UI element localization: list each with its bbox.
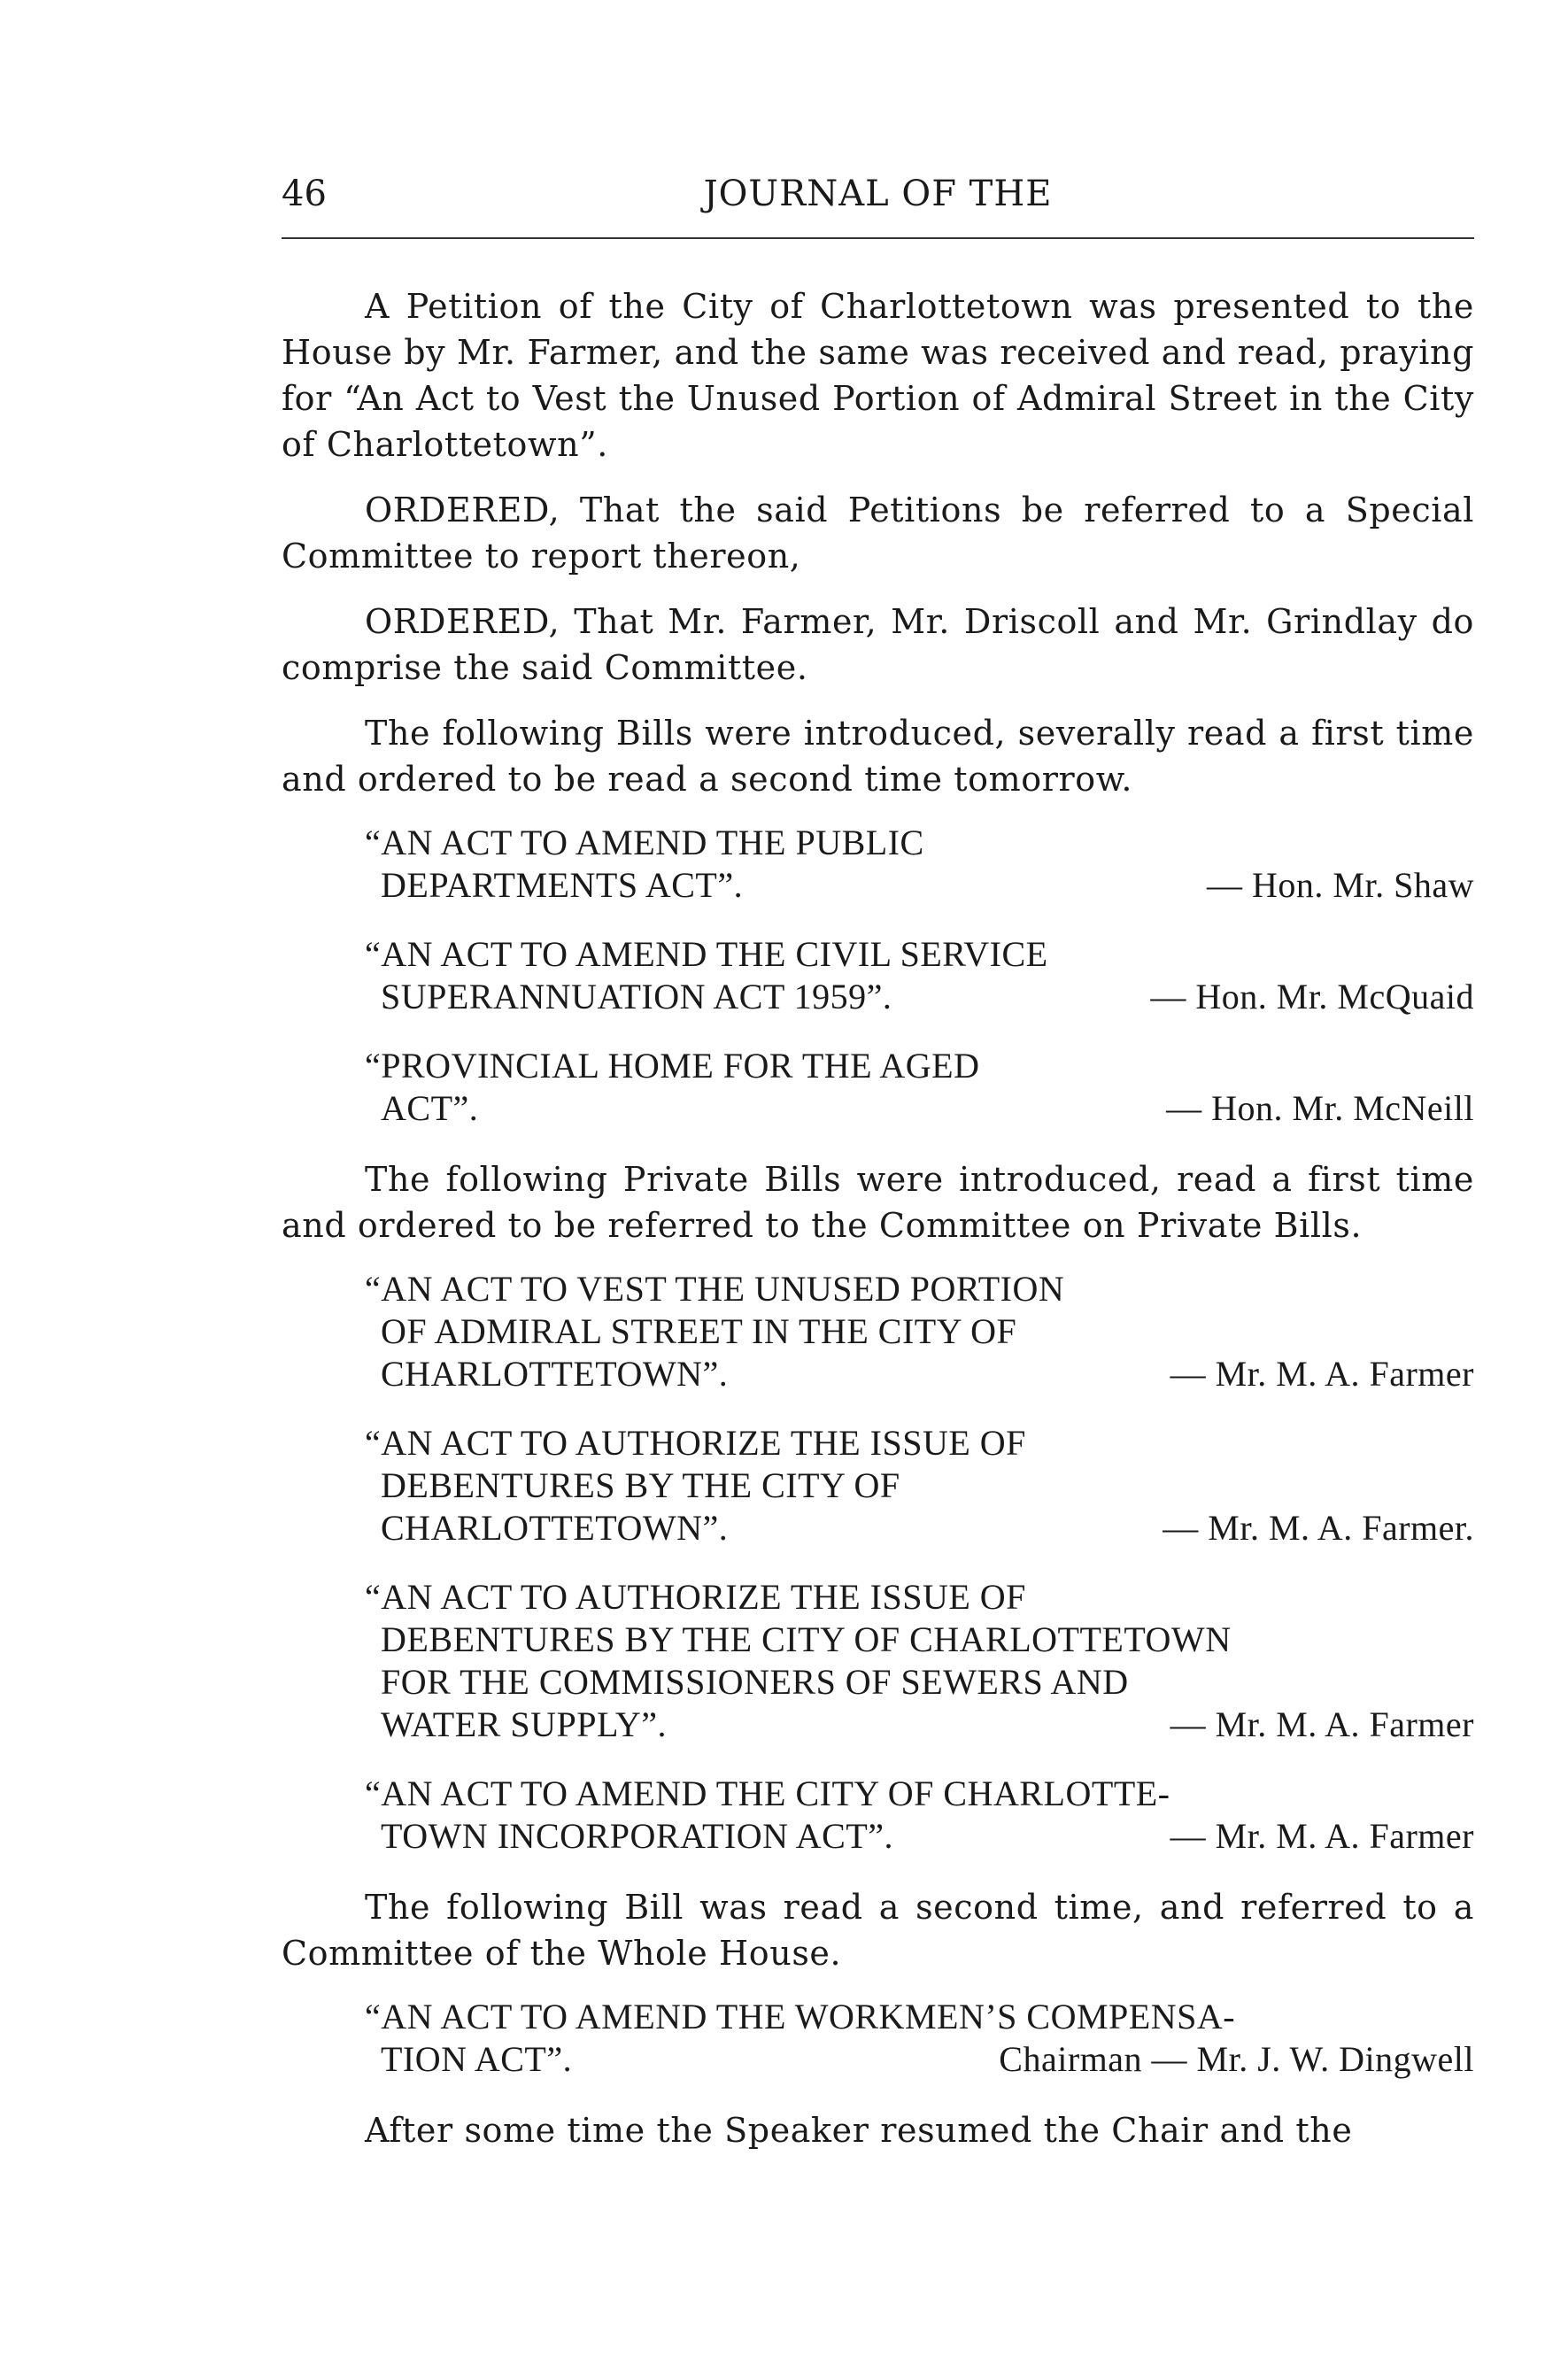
bill-sponsor: — Hon. Mr. McQuaid — [1150, 977, 1474, 1016]
journal-body — [282, 283, 1474, 2173]
bill-sponsor: — Mr. M. A. Farmer — [1170, 1704, 1474, 1744]
bill-sponsor: — Mr. M. A. Farmer — [1170, 1816, 1474, 1856]
page-header — [282, 174, 1474, 236]
bill-workmens-compensation — [365, 1996, 1474, 2081]
bill-title-line: DEBENTURES BY THE CITY OF CHARLOTTETOWN — [381, 1619, 1232, 1659]
bill-title-line: DEPARTMENTS ACT”. — [381, 865, 744, 905]
bill-title-line: WATER SUPPLY”. — [381, 1704, 668, 1744]
bill-sponsor: — Mr. M. A. Farmer — [1170, 1354, 1474, 1394]
bill-title-line: “PROVINCIAL HOME FOR THE AGED — [365, 1046, 980, 1086]
bill-title-line: DEBENTURES BY THE CITY OF — [381, 1465, 900, 1505]
paragraph-private-bills: The following Private Bills were introduced, read a first time and ordered to be referred to the Committee on Private Bills. — [282, 1160, 1474, 1245]
paragraph-bills-introduced: The following Bills were introduced, severally read a first time and ordered to be read a second time tomorrow. — [282, 714, 1474, 799]
paragraph-ordered-referral: ORDERED, That the said Petitions be referred to a Special Committee to report thereon, — [282, 491, 1474, 576]
bill-public-departments — [365, 822, 1474, 907]
bill-title-line: TOWN INCORPORATION ACT”. — [381, 1816, 894, 1856]
bill-sponsor: — Mr. M. A. Farmer. — [1163, 1508, 1474, 1548]
bill-sponsor: — Hon. Mr. Shaw — [1207, 865, 1474, 905]
bill-sponsor: — Hon. Mr. McNeill — [1166, 1088, 1474, 1128]
bill-debentures-sewers — [365, 1576, 1474, 1746]
bill-city-incorporation — [365, 1773, 1474, 1858]
bill-civil-service-superannuation — [365, 933, 1474, 1018]
paragraph-petition: A Petition of the City of Charlottetown was presented to the House by Mr. Farmer, and the same was received and read, praying for “An Act to Vest the Unused Portion of Admiral Street in the City of Charlottetown”. — [282, 287, 1474, 464]
bill-title-line: SUPERANNUATION ACT 1959”. — [381, 977, 892, 1016]
bill-title-line: “AN ACT TO AUTHORIZE THE ISSUE OF — [365, 1577, 1026, 1617]
running-head: JOURNAL OF THE — [703, 174, 1053, 214]
bill-title-line: OF ADMIRAL STREET IN THE CITY OF — [381, 1311, 1017, 1351]
bill-debentures-city — [365, 1422, 1474, 1549]
bill-sponsor: Chairman — Mr. J. W. Dingwell — [999, 2039, 1474, 2079]
bill-title-line: CHARLOTTETOWN”. — [381, 1508, 729, 1548]
bill-title-line: CHARLOTTETOWN”. — [381, 1354, 729, 1394]
bill-provincial-home-aged — [365, 1045, 1474, 1130]
bill-title-line: “AN ACT TO AMEND THE CITY OF CHARLOTTE- — [365, 1773, 1170, 1813]
bill-title-line: TION ACT”. — [381, 2039, 573, 2079]
page-number: 46 — [282, 174, 327, 214]
bill-title-line: ACT”. — [381, 1088, 479, 1128]
bill-title-line: “AN ACT TO AMEND THE PUBLIC — [365, 823, 924, 862]
bill-title-line: “AN ACT TO VEST THE UNUSED PORTION — [365, 1269, 1065, 1309]
paragraph-ordered-committee: ORDERED, That Mr. Farmer, Mr. Driscoll and Mr. Grindlay do comprise the said Committee. — [282, 602, 1474, 687]
bill-admiral-street — [365, 1268, 1474, 1395]
paragraph-speaker-resumed: After some time the Speaker resumed the Chair and the — [365, 2111, 1353, 2150]
bill-title-line: “AN ACT TO AUTHORIZE THE ISSUE OF — [365, 1423, 1026, 1463]
bill-title-line: “AN ACT TO AMEND THE CIVIL SERVICE — [365, 934, 1048, 974]
paragraph-second-reading: The following Bill was read a second time, and referred to a Committee of the Whole House. — [282, 1888, 1474, 1973]
header-rule — [282, 237, 1474, 239]
bill-title-line: FOR THE COMMISSIONERS OF SEWERS AND — [381, 1662, 1129, 1702]
bill-title-line: “AN ACT TO AMEND THE WORKMEN’S COMPENSA- — [365, 1997, 1236, 2036]
